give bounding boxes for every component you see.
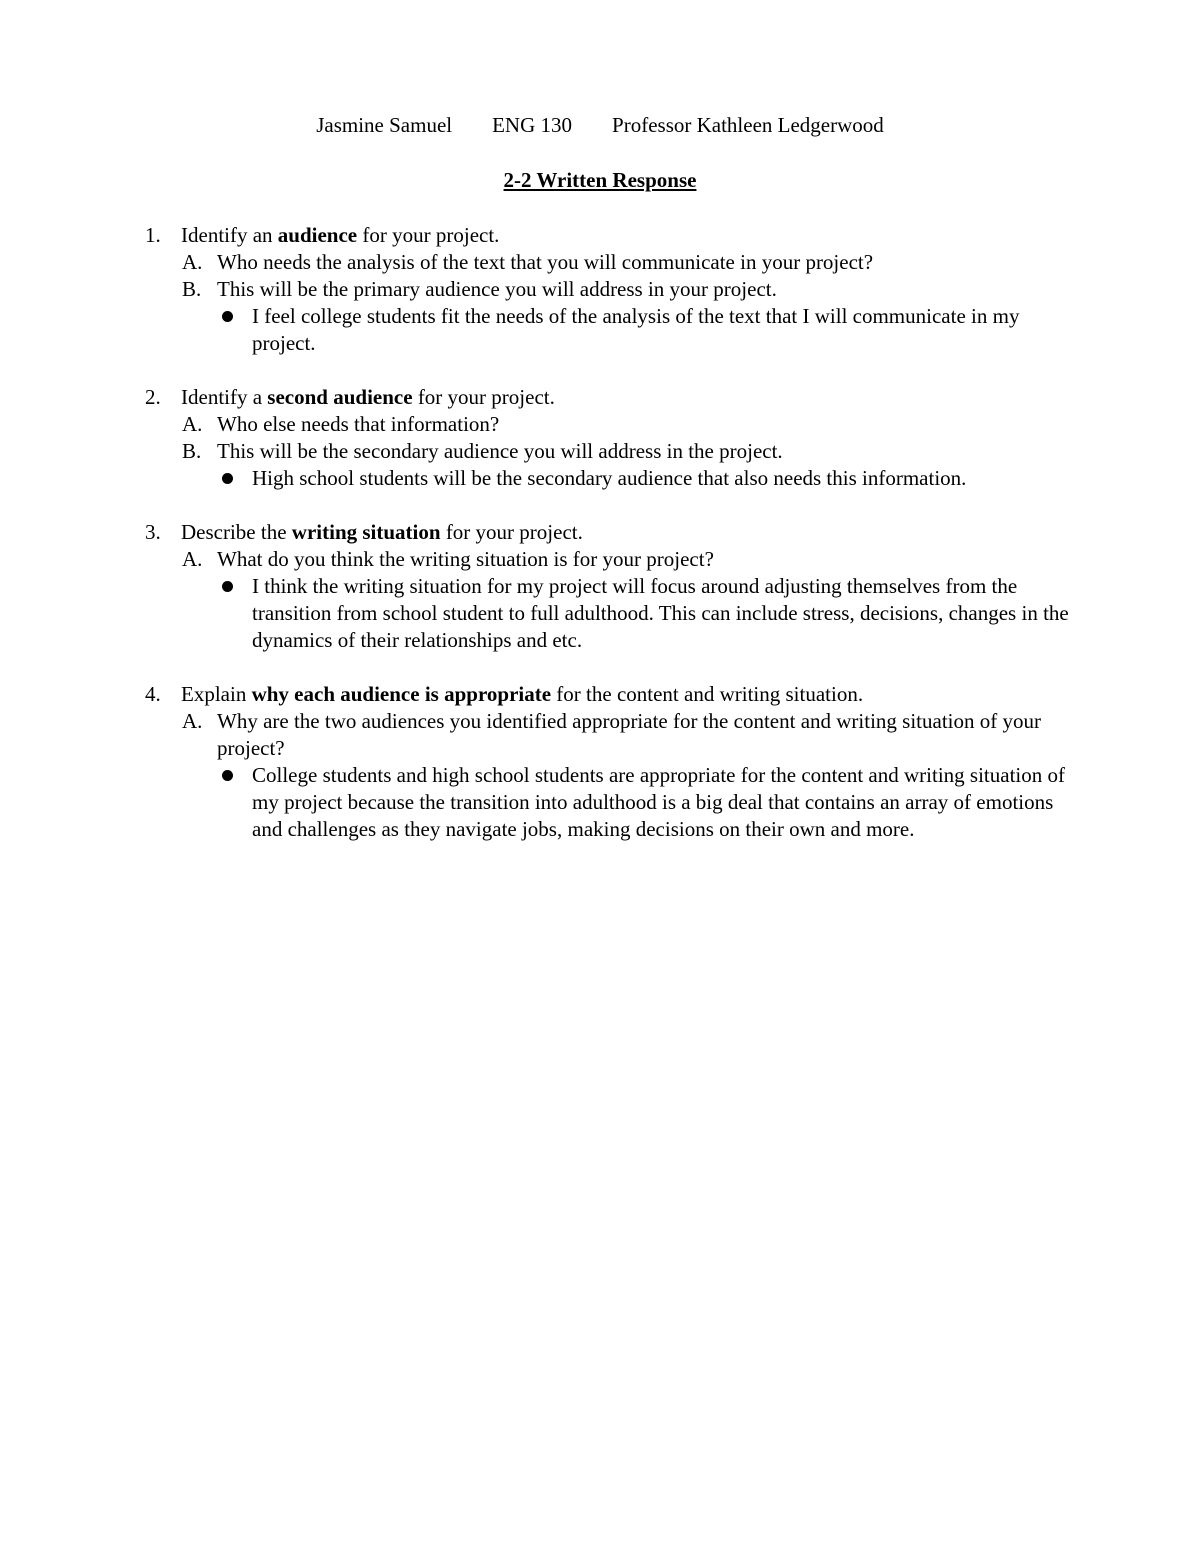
question-keyword: second audience [267,385,413,409]
answer-bullet [145,762,1085,843]
question-2 [145,384,1085,492]
question-prompt: 4. Explain why each audience is appropriate for the content and writing situation. [145,682,864,706]
bullet-icon [222,473,233,484]
sub-question: B. This will be the primary audience you will address in your project. [182,277,777,301]
question-prompt: 2. Identify a second audience for your project. [145,385,555,409]
question-keyword: audience [277,223,358,247]
sub-question: A. Why are the two audiences you identified appropriate for the content and writing situation of your project? [182,709,1041,760]
answer-text: I feel college students fit the needs of the analysis of the text that I will communicate in my project. [252,304,1020,355]
question-keyword: why each audience is appropriate [251,682,552,706]
question-4 [145,681,1085,843]
question-keyword: writing situation [291,520,441,544]
student-name: Jasmine Samuel [316,113,453,137]
header-line [0,112,1200,139]
answer-bullet [145,573,1085,654]
question-number: 4. [145,682,161,706]
bullet-icon [222,311,233,322]
sub-question: A. Who else needs that information? [182,412,500,436]
sub-question: A. Who needs the analysis of the text that you will communicate in your project? [182,250,874,274]
question-prompt: 1. Identify an audience for your project. [145,223,500,247]
bullet-icon [222,770,233,781]
answer-text: I think the writing situation for my project will focus around adjusting themselves from the transition from school student to full adulthood. This can include stress, decisions, changes in the dynamics of their relationships and etc. [252,574,1069,652]
answer-bullet [145,303,1085,357]
page-title: 2-2 Written Response [503,168,697,192]
question-number: 2. [145,385,161,409]
sub-question: B. This will be the secondary audience you will address in the project. [182,439,783,463]
sub-question: A. What do you think the writing situation is for your project? [182,547,714,571]
question-1 [145,222,1085,357]
question-prompt: 3. Describe the writing situation for your project. [145,520,583,544]
bullet-icon [222,581,233,592]
question-number: 3. [145,520,161,544]
professor-name: Professor Kathleen Ledgerwood [612,113,884,137]
answer-bullet [145,465,1085,492]
question-number: 1. [145,223,161,247]
question-3 [145,519,1085,654]
answer-text: High school students will be the secondary audience that also needs this information. [252,466,967,490]
answer-text: College students and high school students are appropriate for the content and writing situation of my project because the transition into adulthood is a big deal that contains an array of emotions and challenges as they navigate jobs, making decisions on their own and more. [252,763,1065,841]
course-code: ENG 130 [492,113,573,137]
